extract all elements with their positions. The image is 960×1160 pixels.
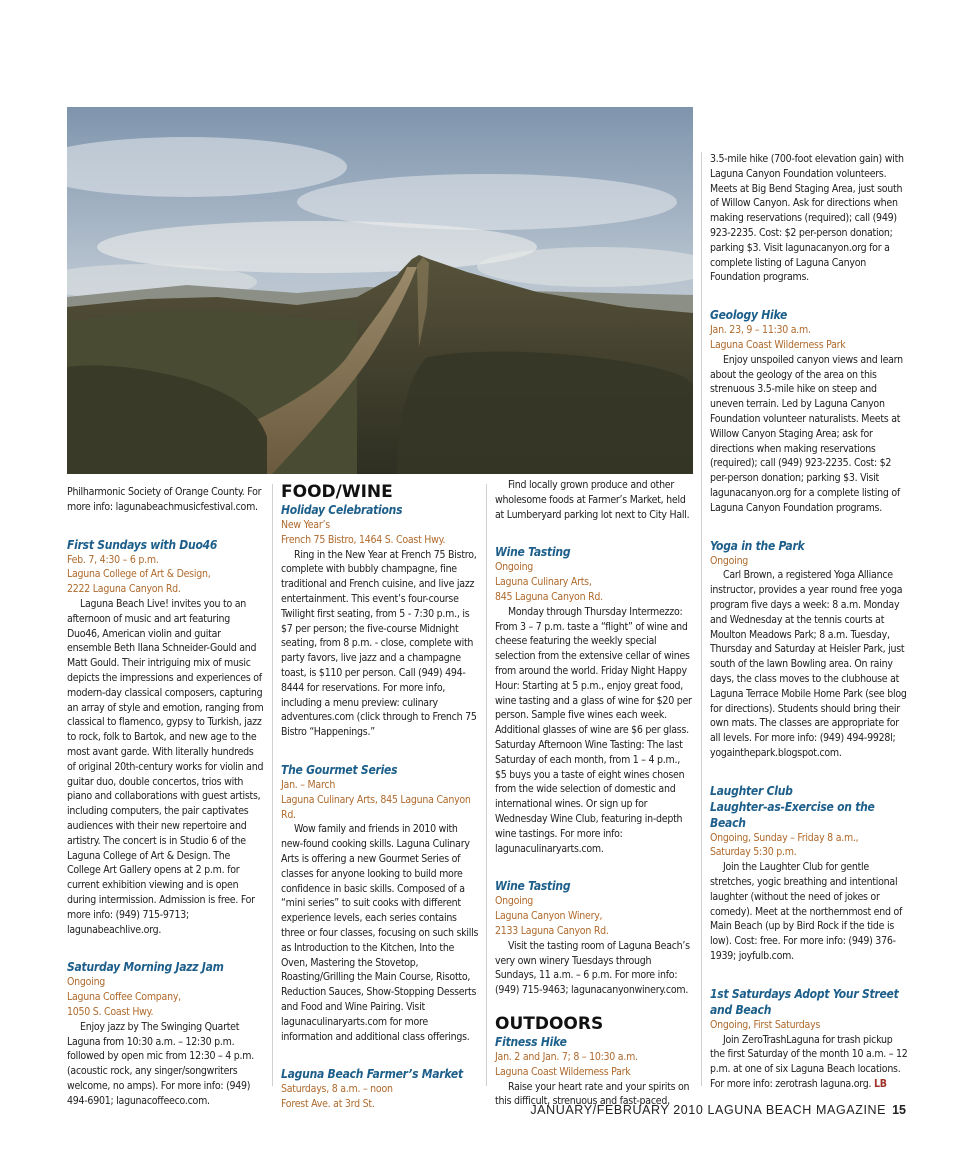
event-body: Wow family and friends in 2010 with new-found cooking skills. Laguna Culinary Arts is offering a new Gourmet Series of classes for anyone looking to build more confidence in basic skills. Composed of a “mini series” to suit cooks with different experience levels, each series contains three or four classes, focusing on such skills as Introduction to the Kitchen, Into the Oven, Mastering the Stovetop, Roasting/Grilling the Main Course, Risotto, Reduction Sauces, Show-Stopping Desserts and Food and Wine Pairing. Visit lagunaculinaryarts.com for more information and additional class offerings.: [281, 823, 479, 1043]
event-title: Laughter Club: [710, 783, 793, 798]
intro-text: Find locally grown produce and other wholesome foods at Farmer’s Market, held at Lumberyard parking lot next to City Hall.: [495, 479, 690, 521]
event-body: Enjoy jazz by The Swinging Quartet Laguna from 10:30 a.m. – 12:30 p.m. followed by open mic from 12:30 – 4 p.m. (acoustic rock, any singer/songwriters welcome, no amps). For more info: (949) 494-6901; lagunacoffeeco.com.: [67, 1020, 254, 1107]
column-1: [67, 485, 264, 1108]
event-title: Laguna Beach Farmer’s Market: [281, 1067, 463, 1082]
column-divider: [486, 484, 487, 1086]
event-body: Enjoy unspoiled canyon views and learn about the geology of the area on this strenuous 3.5-mile hike on steep and uneven terrain. Led by Laguna Canyon Foundation volunteer naturalists. Meets at Willow Canyon Staging Area; ask for directions when making reservations (required); call (949) 923-2235. Cost: $2 per-person donation; parking $3. Visit lagunacanyon.org for a complete listing of Laguna Canyon Foundation programs.: [710, 353, 903, 514]
event-title: Wine Tasting: [495, 545, 571, 560]
end-mark: LB: [873, 1078, 887, 1091]
event-body: Carl Brown, a registered Yoga Alliance instructor, provides a year round free yoga program five days a week: 8 a.m. Monday and Wednesday at the tennis courts at Moulton Meadows Park; 8 a.m. Tuesday, Thursday and Saturday at Heisler Park, just south of the lawn Bowling area. On rainy days, the class moves to the clubhouse at Laguna Terrace Mobile Home Park (see blog for directions). Students should bring their own mats. The classes are appropriate for all levels. For more info: (949) 494-9928l; yogainthepark.blogspot.com.: [710, 569, 907, 759]
event-title: Yoga in the Park: [710, 538, 805, 553]
event-date: Jan. 2 and Jan. 7; 8 – 10:30 a.m.: [495, 1050, 638, 1063]
event-title: Wine Tasting: [495, 879, 571, 894]
column-divider: [272, 484, 273, 1086]
event-body: Visit the tasting room of Laguna Beach’s very own winery Tuesdays through Sundays, 11 a.m. – 6 p.m. For more info: (949) 715-9463; lagunacanyonwinery.com.: [495, 939, 690, 997]
event-title: Saturday Morning Jazz Jam: [67, 960, 224, 975]
event-title: Fitness Hike: [495, 1034, 567, 1049]
event-venue: Laguna Coast Wilderness Park: [495, 1065, 631, 1078]
page-footer: [530, 1103, 906, 1117]
event-date: Ongoing: [710, 554, 749, 567]
event-venue: Laguna Culinary Arts, 845 Laguna Canyon Rd.: [281, 793, 471, 821]
column-2: [281, 482, 479, 1112]
event-title: The Gourmet Series: [281, 762, 398, 777]
section-heading: OUTDOORS: [495, 1013, 604, 1034]
event-venue: Laguna Coffee Company,: [67, 991, 181, 1004]
event-address: 1050 S. Coast Hwy.: [67, 1005, 154, 1018]
event-body-text: Join ZeroTrashLaguna for trash pickup the first Saturday of the month 10 a.m. – 12 p.m. at one of six Laguna Beach locations. For more info: zerotrash laguna.org.: [710, 1033, 908, 1091]
landscape-photo: [67, 107, 693, 474]
event-address: 845 Laguna Canyon Rd.: [495, 590, 603, 603]
intro-text: Philharmonic Society of Orange County. For more info: lagunabeachmusicfestival.com.: [67, 486, 262, 513]
event-date: Ongoing: [67, 976, 106, 989]
event-venue: Laguna College of Art & Design,: [67, 568, 211, 581]
event-venue: Laguna Canyon Winery,: [495, 910, 603, 923]
event-date: New Year’s: [281, 519, 330, 531]
event-subtitle: Laughter-as-Exercise on the Beach: [710, 799, 875, 830]
event-time: Saturday 5:30 p.m.: [710, 846, 797, 859]
event-date: Jan. 23, 9 – 11:30 a.m.: [710, 324, 811, 337]
event-date: Ongoing, Sunday – Friday 8 a.m.,: [710, 831, 859, 844]
intro-text: 3.5-mile hike (700-foot elevation gain) with Laguna Canyon Foundation volunteers. Meets at Big Bend Staging Area, just south of Willow Canyon. Ask for directions when making reservations (required); call (949) 923-2235. Cost: $2 per-person donation; parking $3. Visit lagunacanyon.org for a complete listing of Laguna Canyon Foundation programs.: [710, 153, 904, 284]
event-venue: Laguna Culinary Arts,: [495, 576, 592, 589]
event-body: Laguna Beach Live! invites you to an afternoon of music and art featuring Duo46, American violin and guitar ensemble Beth Ilana Schneider-Gould and Matt Gould. Their intriguing mix of music depicts the impressions and experiences of modern-day classical composers, capturing an array of style and emotion, ranging from classical to flamenco, gypsy to Turkish, jazz to rock, folk to Bartok, and new age to the most avant garde. With literally hundreds of original 20th-century works for violin and guitar duo, double concertos, trios with piano and collaborations with guest artists, including computers, the pair captivates audiences with their new repertoire and artistry. The concert is in Studio 6 of the Laguna College of Art & Design. The College Art Gallery opens at 2 p.m. for current exhibition viewing and is open during intermission. Admission is free. For more info: (949) 715-9713; lagunabeachlive.org.: [67, 597, 264, 936]
event-venue: French 75 Bistro, 1464 S. Coast Hwy.: [281, 533, 446, 546]
event-venue: Laguna Coast Wilderness Park: [710, 338, 846, 351]
event-date: Ongoing: [495, 561, 534, 574]
page-number: 15: [892, 1103, 906, 1117]
event-date: Saturdays, 8 a.m. – noon: [281, 1083, 393, 1096]
footer-text: JANUARY/FEBRUARY 2010 LAGUNA BEACH MAGAZINE: [530, 1103, 887, 1117]
event-title: Holiday Celebrations: [281, 503, 403, 517]
event-body: Monday through Thursday Intermezzo: From 3 – 7 p.m. taste a “flight” of wine and cheese featuring the weekly special selection from the extensive cellar of wines from around the world. Friday Night Happy Hour: Starting at 5 p.m., enjoy great food, wine tasting and a glass of wine for $20 per person. Sample five wines each week. Additional glasses of wine are $6 per glass. Saturday Afternoon Wine Tasting: The last Saturday of each month, from 1 – 4 p.m., $5 buys you a taste of eight wines chosen from the wide selection of domestic and international wines. Or sign up for Wednesday Wine Club, featuring in-depth wine tastings. For more info: lagunaculinaryarts.com.: [495, 605, 692, 855]
event-date: Feb. 7, 4:30 – 6 p.m.: [67, 553, 159, 566]
event-body: Join the Laughter Club for gentle stretches, yogic breathing and intentional laughter (without the need of jokes or comedy). Meet at the northernmost end of Main Beach (up by Bird Rock if the tide is low). Cost: free. For more info: (949) 376-1939; joyfulb.com.: [710, 861, 903, 963]
event-title: Geology Hike: [710, 308, 788, 323]
event-venue: Forest Ave. at 3rd St.: [281, 1098, 375, 1111]
event-address: 2133 Laguna Canyon Rd.: [495, 924, 609, 937]
column-divider: [701, 152, 702, 1086]
event-body: Raise your heart rate and your spirits on this difficult, strenuous and fast-paced,: [495, 1080, 690, 1108]
event-date: Ongoing, First Saturdays: [710, 1018, 821, 1031]
event-title: 1st Saturdays Adopt Your Street and Beach: [710, 986, 899, 1017]
column-3: [495, 478, 693, 1109]
event-body: Ring in the New Year at French 75 Bistro, complete with bubbly champagne, fine traditional and French cuisine, and live jazz entertainment. This event’s four-course Twilight first seating, from 5 - 7:30 p.m., is $7 per person; the five-course Midnight seating, from 8 p.m. - close, complete with party favors, live jazz and a champagne toast, is $110 per person. Call (949) 494-8444 for reservations. For more info, including a menu preview: culinary adventures.com (click through to French 75 Bistro “Happenings.”: [281, 548, 477, 739]
column-4: [710, 152, 908, 1092]
event-body: [710, 1033, 908, 1092]
event-title: First Sundays with Duo46: [67, 537, 218, 552]
event-date: Ongoing: [495, 895, 534, 908]
event-address: 2222 Laguna Canyon Rd.: [67, 583, 181, 596]
event-date: Jan. – March: [281, 778, 336, 791]
section-heading: FOOD/WINE: [281, 482, 393, 502]
